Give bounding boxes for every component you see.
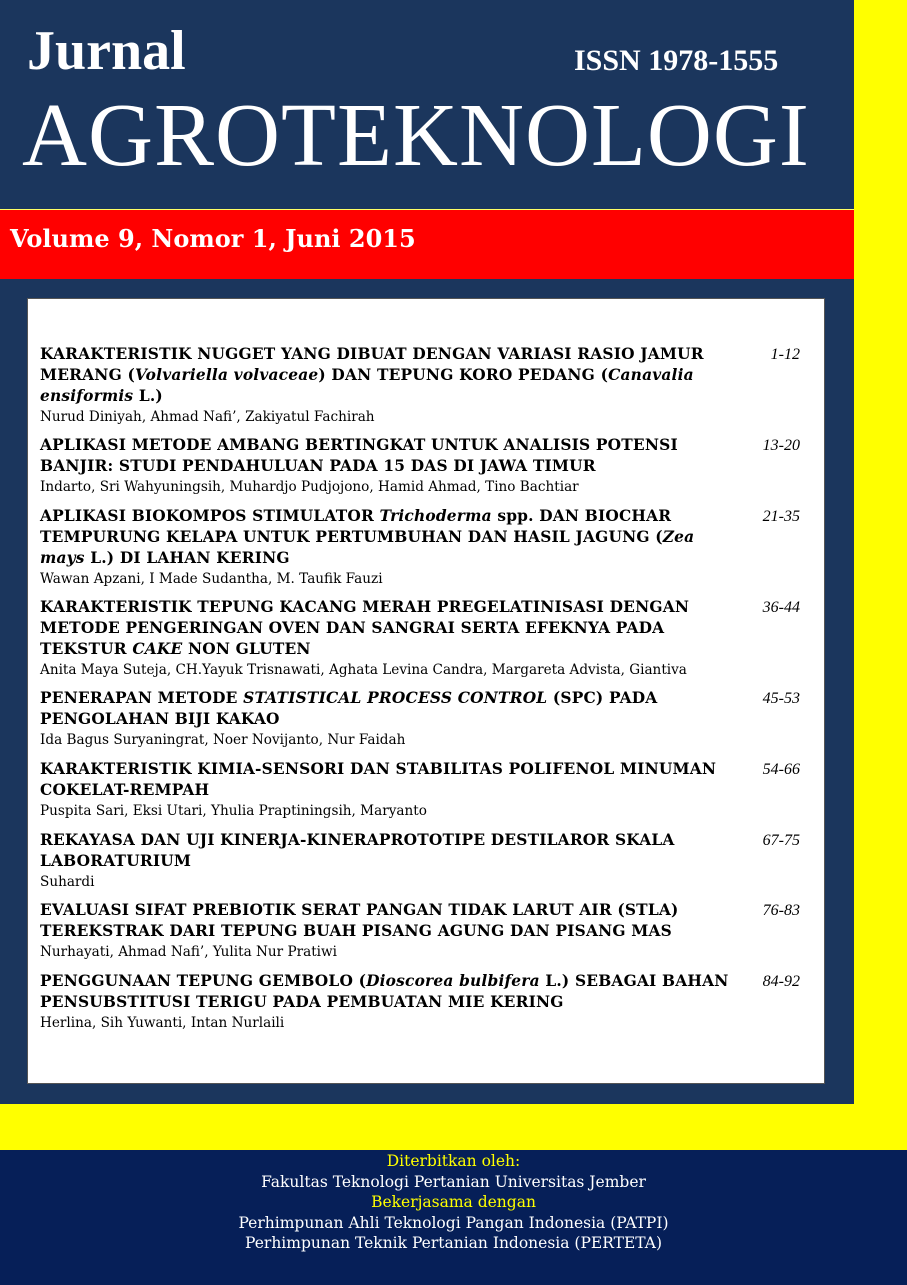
article-title: KARAKTERISTIK TEPUNG KACANG MERAH PREGELATINISASI DENGAN METODE PENGERINGAN OVEN DAN SANGRAI SERTA EFEKNYA PADA TEKSTUR CAKE NON GLUTEN (40, 598, 690, 658)
article-pages: 1-12 (770, 346, 800, 363)
publisher-name: Fakultas Teknologi Pertanian Universitas Jember (261, 1172, 646, 1191)
article-title: REKAYASA DAN UJI KINERJA-KINERAPROTOTIPE DESTILAROR SKALA LABORATURIUM (40, 831, 675, 870)
publisher-footer (0, 1150, 907, 1285)
article-pages: 84-92 (762, 973, 800, 990)
toc-entry[interactable] (40, 759, 816, 822)
article-pages: 45-53 (762, 690, 800, 707)
article-authors: Indarto, Sri Wahyuningsih, Muhardjo Pudjojono, Hamid Ahmad, Tino Bachtiar (40, 479, 579, 495)
article-authors: Herlina, Sih Yuwanti, Intan Nurlaili (40, 1015, 285, 1031)
article-authors: Nurhayati, Ahmad Nafi’, Yulita Nur Pratiwi (40, 944, 338, 960)
published-by-label: Diterbitkan oleh: (386, 1152, 521, 1170)
journal-title: AGROTEKNOLOGI (22, 86, 810, 185)
partner-perteta: Perhimpunan Teknik Pertanian Indonesia (PERTETA) (245, 1234, 662, 1252)
article-title: PENGGUNAAN TEPUNG GEMBOLO (Dioscorea bulbifera L.) SEBAGAI BAHAN PENSUBSTITUSI TERIGU PADA PEMBUATAN MIE KERING (40, 972, 729, 1011)
toc-entry[interactable] (40, 830, 816, 893)
article-title: EVALUASI SIFAT PREBIOTIK SERAT PANGAN TIDAK LARUT AIR (STLA) TEREKSTRAK DARI TEPUNG BUAH PISANG AGUNG DAN PISANG MAS (40, 901, 679, 940)
toc-entry[interactable] (40, 971, 816, 1034)
article-authors: Puspita Sari, Eksi Utari, Yhulia Praptiningsih, Maryanto (40, 803, 427, 819)
toc-entry[interactable] (40, 344, 816, 428)
article-pages: 54-66 (762, 761, 800, 778)
toc-entry[interactable] (40, 688, 816, 751)
article-title: KARAKTERISTIK KIMIA-SENSORI DAN STABILITAS POLIFENOL MINUMAN COKELAT-REMPAH (40, 760, 717, 799)
table-of-contents (27, 298, 825, 1084)
toc-entry[interactable] (40, 435, 816, 498)
toc-entry[interactable] (40, 506, 816, 590)
article-title: APLIKASI BIOKOMPOS STIMULATOR Trichoderma spp. DAN BIOCHAR TEMPURUNG KELAPA UNTUK PERTUMBUHAN DAN HASIL JAGUNG (Zea mays L.) DI LAHAN KERING (40, 507, 695, 567)
volume-info: Volume 9, Nomor 1, Juni 2015 (10, 224, 416, 253)
article-authors: Suhardi (40, 874, 95, 890)
issn-number: ISSN 1978-1555 (574, 44, 779, 77)
partner-patpi: Perhimpunan Ahli Teknologi Pangan Indonesia (PATPI) (238, 1213, 669, 1232)
toc-entry[interactable] (40, 597, 816, 681)
journal-label: Jurnal (27, 20, 186, 82)
article-title: APLIKASI METODE AMBANG BERTINGKAT UNTUK ANALISIS POTENSI BANJIR: STUDI PENDAHULUAN PADA 15 DAS DI JAWA TIMUR (40, 436, 678, 475)
article-authors: Wawan Apzani, I Made Sudantha, M. Taufik Fauzi (40, 571, 383, 587)
article-pages: 36-44 (762, 599, 800, 616)
article-title: KARAKTERISTIK NUGGET YANG DIBUAT DENGAN VARIASI RASIO JAMUR MERANG (Volvariella volvaceae) DAN TEPUNG KORO PEDANG (Canavalia ensiformis L.) (40, 345, 704, 405)
article-authors: Nurud Diniyah, Ahmad Nafi’, Zakiyatul Fachirah (40, 409, 375, 425)
toc-entry[interactable] (40, 900, 816, 963)
article-authors: Ida Bagus Suryaningrat, Noer Novijanto, Nur Faidah (40, 732, 406, 748)
volume-bar (0, 209, 854, 279)
side-yellow-strip (854, 0, 907, 1150)
article-pages: 76-83 (762, 902, 800, 919)
article-authors: Anita Maya Suteja, CH.Yayuk Trisnawati, Aghata Levina Candra, Margareta Advista, Giantiva (40, 662, 687, 678)
article-pages: 13-20 (762, 437, 800, 454)
partner-label: Bekerjasama dengan (371, 1193, 536, 1211)
article-pages: 21-35 (762, 508, 800, 525)
article-pages: 67-75 (762, 832, 800, 849)
article-title: PENERAPAN METODE STATISTICAL PROCESS CONTROL (SPC) PADA PENGOLAHAN BIJI KAKAO (40, 689, 658, 728)
